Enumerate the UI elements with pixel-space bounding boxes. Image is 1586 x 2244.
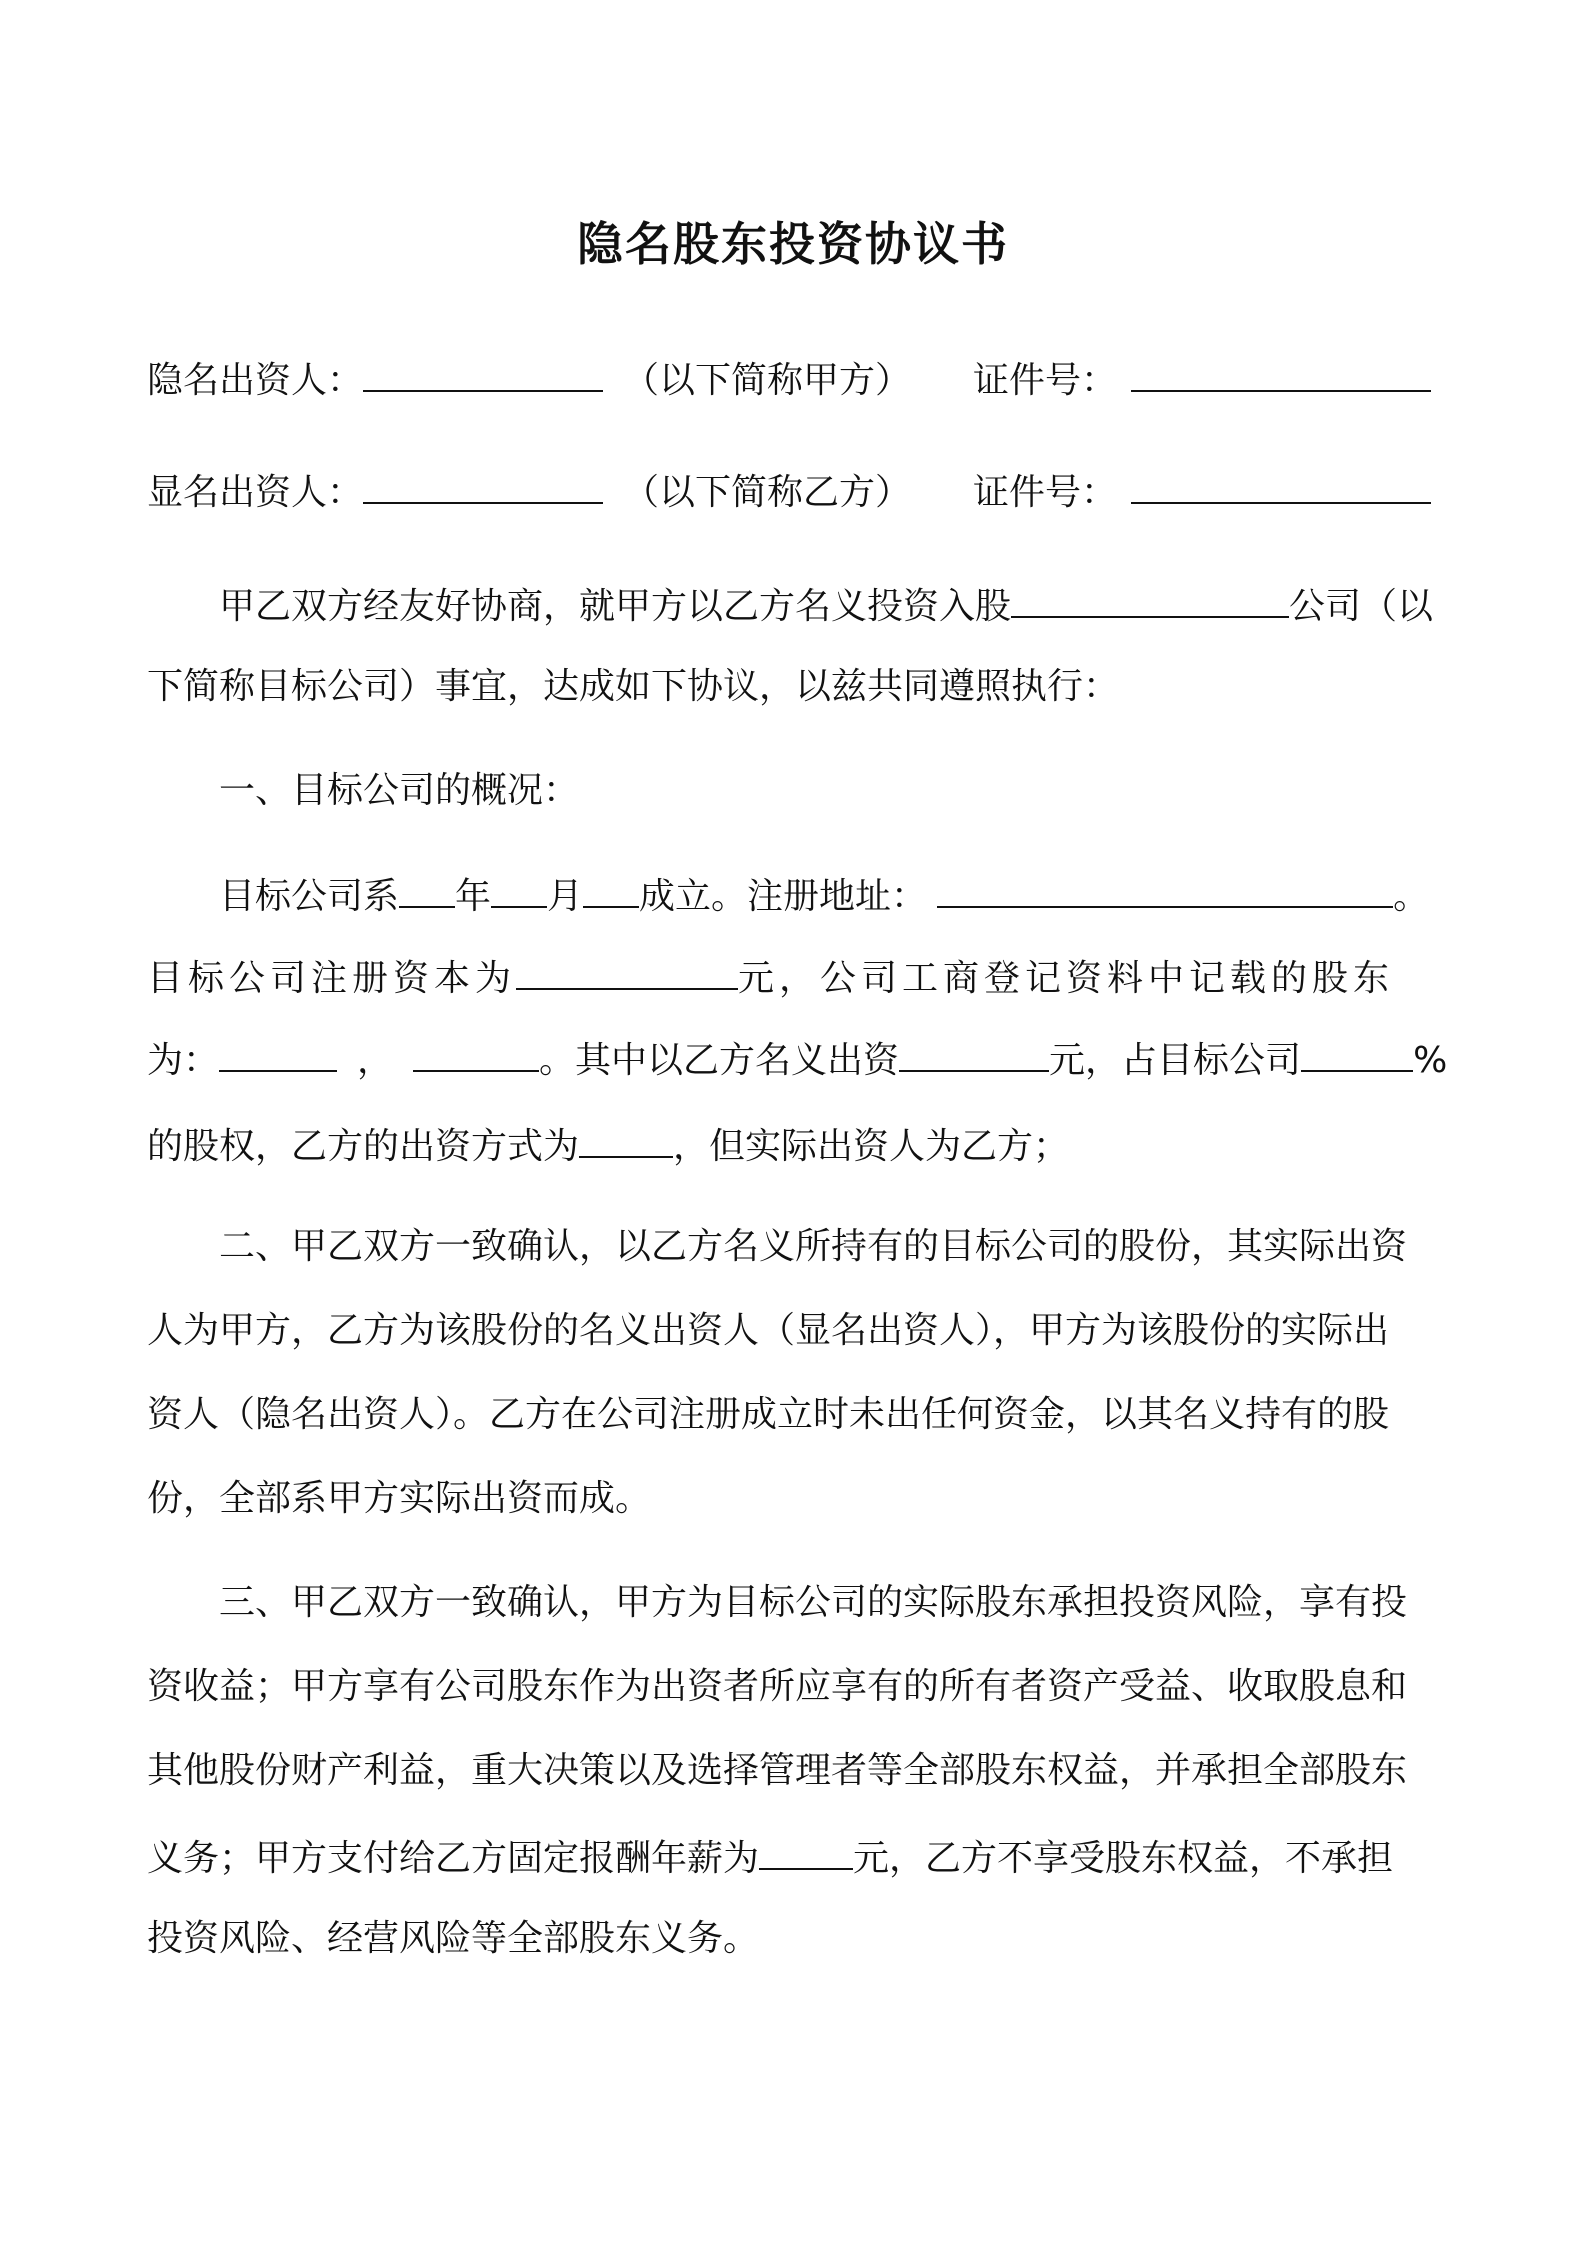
party-a-id-blank[interactable] — [1131, 352, 1431, 392]
party-b-abbr: （以下简称乙方） — [623, 472, 912, 513]
party-b-label: 显名出资人： — [147, 472, 364, 513]
contribution-amount-blank[interactable] — [899, 1032, 1049, 1072]
s1-text-3b: ， — [357, 1040, 394, 1081]
established-year-blank[interactable] — [399, 868, 455, 908]
established-month-blank[interactable] — [491, 868, 547, 908]
party-a-label: 隐名出资人： — [147, 360, 364, 401]
s1-text-3e: % — [1413, 1040, 1448, 1081]
s1-text-1a: 目标公司系 — [219, 876, 400, 917]
s1-text-3d: 元，占目标公司 — [1049, 1040, 1302, 1081]
intro-line-2: 下简称目标公司）事宜，达成如下协议，以兹共同遵照执行： — [147, 666, 1120, 707]
section-1-line-3 — [147, 1032, 1447, 1086]
target-company-name-blank[interactable] — [1011, 578, 1289, 618]
section-2-line-3: 资人（隐名出资人）。乙方在公司注册成立时未出任何资金，以其名义持有的股 — [147, 1394, 1390, 1435]
party-a-abbr: （以下简称甲方） — [623, 360, 912, 401]
section-2-line-1: 二、甲乙双方一致确认，以乙方名义所持有的目标公司的股份，其实际出资 — [219, 1226, 1408, 1267]
party-b-name-blank[interactable] — [363, 464, 603, 504]
equity-percentage-blank[interactable] — [1301, 1032, 1413, 1072]
s3-text-4b: 元，乙方不享受股东权益，不承担 — [853, 1838, 1394, 1879]
document-title: 隐名股东投资协议书 — [577, 217, 1009, 271]
section-3-line-1: 三、甲乙双方一致确认，甲方为目标公司的实际股东承担投资风险，享有投 — [219, 1582, 1408, 1623]
party-a-name-blank[interactable] — [363, 352, 603, 392]
annual-salary-blank[interactable] — [759, 1830, 853, 1870]
s1-text-1b: 年 — [455, 876, 492, 917]
intro-text-1b: 公司（以 — [1289, 586, 1434, 627]
party-b-row — [147, 464, 1447, 518]
party-b-id-blank[interactable] — [1131, 464, 1431, 504]
section-1-line-1 — [147, 868, 1447, 922]
contribution-method-blank[interactable] — [579, 1118, 673, 1158]
intro-line-1 — [147, 578, 1447, 632]
s1-text-3c: 。其中以乙方名义出资 — [539, 1040, 900, 1081]
s1-text-2b: 元，公司工商登记资料中记载的股东 — [738, 958, 1395, 999]
registered-address-blank[interactable] — [937, 868, 1393, 908]
section-3-line-2: 资收益；甲方享有公司股东作为出资者所应享有的所有者资产受益、收取股息和 — [147, 1666, 1408, 1707]
established-day-blank[interactable] — [583, 868, 639, 908]
section-3-line-4 — [147, 1830, 1447, 1884]
registered-capital-blank[interactable] — [516, 950, 738, 990]
intro-text-1a: 甲乙双方经友好协商，就甲方以乙方名义投资入股 — [219, 586, 1012, 627]
s1-text-1d: 成立。注册地址： — [639, 876, 928, 917]
s1-text-4b: ，但实际出资人为乙方； — [673, 1126, 1070, 1167]
party-b-id-label: 证件号： — [973, 472, 1118, 513]
party-a-row — [147, 352, 1447, 406]
section-2-line-2: 人为甲方，乙方为该股份的名义出资人（显名出资人），甲方为该股份的实际出 — [147, 1310, 1390, 1351]
section-1-line-4 — [147, 1118, 1447, 1172]
section-3-line-5: 投资风险、经营风险等全部股东义务。 — [147, 1918, 760, 1959]
section-1-heading: 一、目标公司的概况： — [219, 770, 580, 811]
s3-text-4a: 义务；甲方支付给乙方固定报酬年薪为 — [147, 1838, 760, 1879]
s1-text-2a: 目标公司注册资本为 — [147, 958, 517, 999]
shareholder-1-blank[interactable] — [219, 1032, 337, 1072]
s1-text-3a: 为： — [147, 1040, 220, 1081]
section-2-line-4: 份，全部系甲方实际出资而成。 — [147, 1478, 652, 1519]
shareholder-2-blank[interactable] — [413, 1032, 539, 1072]
s1-text-4a: 的股权，乙方的出资方式为 — [147, 1126, 580, 1167]
section-1-line-2 — [147, 950, 1447, 1004]
s1-text-1c: 月 — [547, 876, 584, 917]
section-3-line-3: 其他股份财产利益，重大决策以及选择管理者等全部股东权益，并承担全部股东 — [147, 1750, 1408, 1791]
s1-text-1e: 。 — [1393, 876, 1430, 917]
party-a-id-label: 证件号： — [973, 360, 1118, 401]
